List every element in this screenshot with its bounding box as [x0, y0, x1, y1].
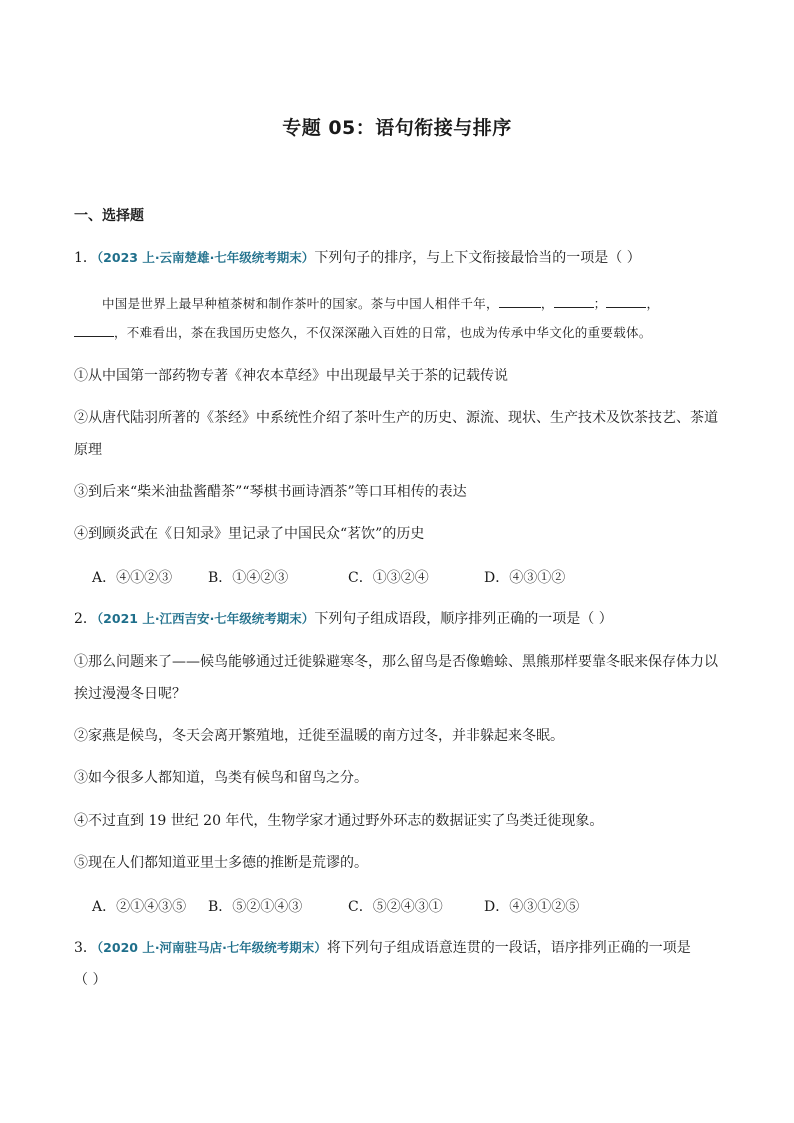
- question-1-stem-line: [74, 248, 641, 268]
- option-c[interactable]: C．①③②④: [348, 570, 429, 586]
- passage-line-1: [102, 294, 659, 312]
- option-c[interactable]: C．⑤②④③①: [348, 899, 443, 915]
- question-number: 1．: [74, 250, 97, 266]
- sentence-2: ②从唐代陆羽所著的《茶经》中系统性介绍了茶叶生产的历史、源流、现状、生产技术及饮茶技艺、茶道: [74, 410, 718, 426]
- sentence-1: ①那么问题来了——候鸟能够通过迁徙躲避寒冬，那么留鸟是否像蟾蜍、黑熊那样要靠冬眠来保存体力以: [74, 654, 718, 670]
- option-a[interactable]: A．②①④③⑤: [92, 899, 187, 915]
- sentence-2-continued: 原理: [74, 442, 102, 458]
- sentence-1-continued: 挨过漫漫冬日呢？: [74, 686, 186, 702]
- question-3-stem-continued: （ ）: [74, 972, 107, 988]
- sentence-4: ④到顾炎武在《日知录》里记录了中国民众“茗饮”的历史: [74, 526, 425, 542]
- sentence-3: ③如今很多人都知道，鸟类有候鸟和留鸟之分。: [74, 770, 368, 786]
- option-b[interactable]: B．⑤②①④③: [208, 899, 303, 915]
- page-title: 专题 05：语句衔接与排序: [282, 117, 512, 139]
- passage-punct: ，: [646, 296, 660, 311]
- question-number: 2．: [74, 611, 97, 627]
- passage-punct: ；: [593, 296, 607, 311]
- passage-line-2: [74, 323, 652, 341]
- question-number: 3．: [74, 940, 97, 956]
- sentence-3: ③到后来“柴米油盐酱醋茶”“琴棋书画诗酒茶”等口耳相传的表达: [74, 484, 467, 500]
- sentence-4: ④不过直到 19 世纪 20 年代，生物学家才通过野外环志的数据证实了鸟类迁徙现象。: [74, 813, 604, 829]
- sentence-5: ⑤现在人们都知道亚里士多德的推断是荒谬的。: [74, 855, 368, 871]
- option-a[interactable]: A．④①②③: [92, 570, 173, 586]
- question-stem: 下列句子的排序，与上下文衔接最恰当的一项是（ ）: [314, 250, 641, 266]
- option-d[interactable]: D．④③①②⑤: [484, 899, 580, 915]
- passage-punct: ，: [540, 296, 554, 311]
- sentence-2: ②家燕是候鸟，冬天会离开繁殖地，迁徙至温暖的南方过冬，并非躲起来冬眠。: [74, 728, 564, 744]
- question-source: （2023 上·云南楚雄·七年级统考期末）: [96, 250, 315, 265]
- option-b[interactable]: B．①④②③: [208, 570, 289, 586]
- fill-blank: [74, 324, 114, 337]
- question-source: （2020 上·河南驻马店·七年级统考期末）: [96, 940, 327, 955]
- fill-blank: [554, 295, 594, 308]
- sentence-1: ①从中国第一部药物专著《神农本草经》中出现最早关于茶的记载传说: [74, 368, 508, 384]
- question-source: （2021 上·江西吉安·七年级统考期末）: [96, 611, 315, 626]
- passage-text: 中国是世界上最早种植茶树和制作茶叶的国家。茶与中国人相伴千年，: [102, 296, 499, 311]
- passage-text: ，不难看出，茶在我国历史悠久，不仅深深融入百姓的日常，也成为传承中华文化的重要载体。: [114, 325, 652, 340]
- question-3-stem-line: [74, 938, 691, 958]
- section-heading: 一、选择题: [74, 208, 144, 224]
- option-d[interactable]: D．④③①②: [484, 570, 566, 586]
- question-stem: 下列句子组成语段，顺序排列正确的一项是（ ）: [314, 611, 613, 627]
- question-stem: 将下列句子组成语意连贯的一段话，语序排列正确的一项是: [326, 940, 691, 956]
- question-2-stem-line: [74, 609, 613, 629]
- fill-blank: [606, 295, 646, 308]
- fill-blank: [499, 295, 541, 308]
